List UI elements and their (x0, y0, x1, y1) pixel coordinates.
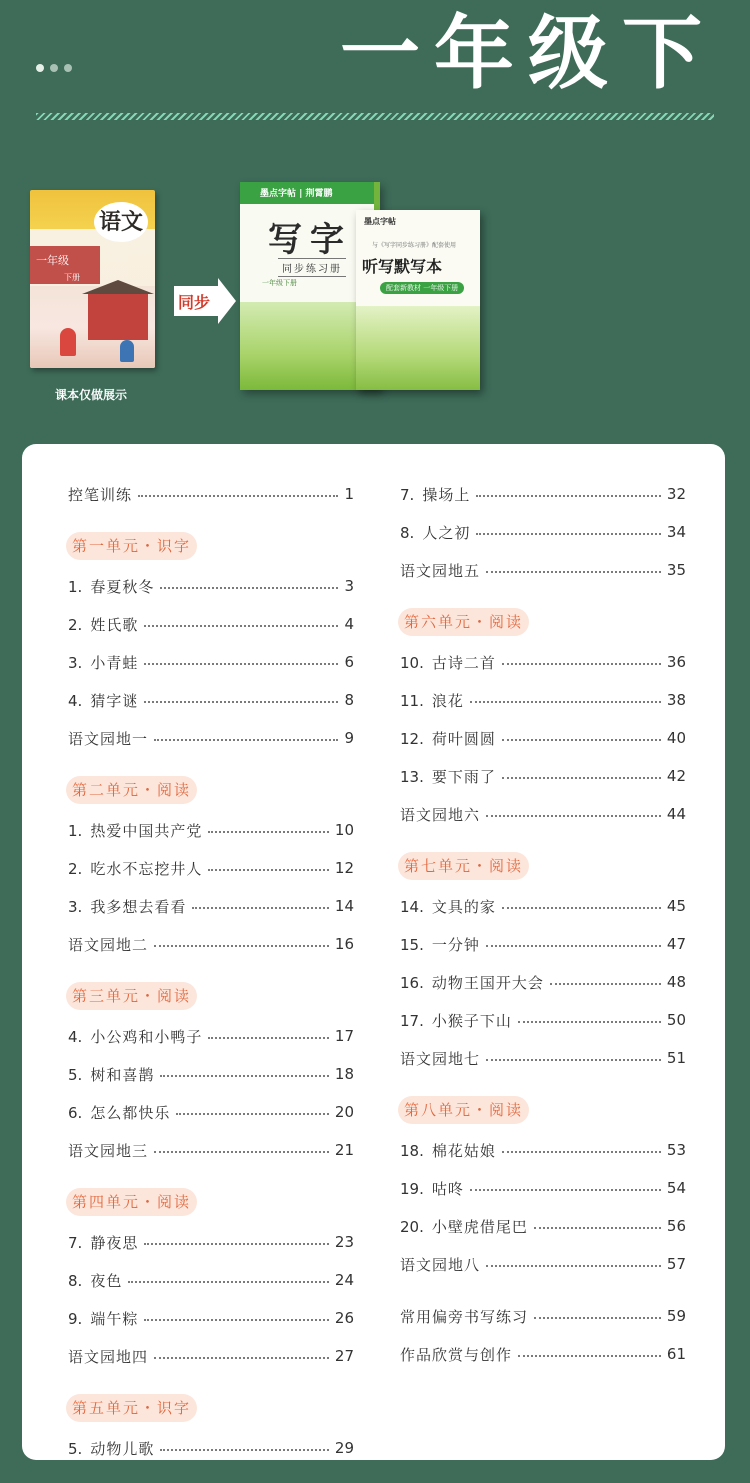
toc-entry-label: 热爱中国共产党 (90, 821, 203, 840)
toc-entry-title (68, 896, 186, 917)
dictation-title: 听写默写本 (362, 257, 443, 276)
toc-entry-label: 动物王国开大会 (431, 973, 544, 992)
toc-entry-label: 我多想去看看 (90, 897, 187, 916)
textbook-cover (30, 190, 155, 368)
page-number: 14 (334, 897, 354, 915)
toc-entry-title (400, 1344, 512, 1365)
page-number: 51 (666, 1049, 686, 1067)
toc-entry[interactable] (68, 1100, 354, 1124)
unit-heading: 第一单元・识字 (66, 532, 197, 560)
dot-active[interactable] (36, 64, 44, 72)
page-number: 1 (344, 485, 354, 503)
toc-entry[interactable] (400, 764, 686, 788)
toc-entry-title (400, 1140, 496, 1161)
toc-entry-label: 控笔训练 (68, 485, 133, 504)
dot-leader (502, 1151, 661, 1153)
toc-entry[interactable] (400, 1046, 686, 1070)
dot-leader (208, 1037, 329, 1039)
toc-entry-label: 常用偏旁书写练习 (400, 1307, 529, 1326)
toc-entry-label: 小壁虎借尾巴 (431, 1217, 528, 1236)
toc-entry-title (68, 652, 138, 673)
toc-entry-title (400, 766, 496, 787)
toc-entry-title (68, 1438, 154, 1459)
toc-entry[interactable] (68, 1230, 354, 1254)
workbook-subtitle: 同步练习册 (278, 258, 346, 277)
toc-entry[interactable] (400, 932, 686, 956)
toc-entry-number: 2. (68, 859, 83, 878)
toc-entry[interactable] (400, 558, 686, 582)
toc-entry-title (400, 1216, 528, 1237)
unit-heading: 第八单元・阅读 (398, 1096, 529, 1124)
toc-entry-title (68, 934, 148, 955)
toc-entry-title (400, 1254, 480, 1275)
toc-entry[interactable] (400, 650, 686, 674)
page-number: 3 (344, 577, 354, 595)
page-number: 16 (334, 935, 354, 953)
toc-entry-title (68, 1102, 170, 1123)
dot-leader (144, 1319, 329, 1321)
toc-entry-number: 16. (400, 973, 424, 992)
toc-entry[interactable] (68, 894, 354, 918)
toc-entry[interactable] (400, 894, 686, 918)
toc-entry[interactable] (68, 482, 354, 506)
dot-leader (208, 831, 329, 833)
toc-entry[interactable] (68, 932, 354, 956)
toc-entry-label: 咕咚 (431, 1179, 464, 1198)
toc-entry[interactable] (68, 1344, 354, 1368)
toc-entry-number: 5. (68, 1439, 83, 1458)
page-number: 26 (334, 1309, 354, 1327)
toc-entry-label: 猜字谜 (90, 691, 139, 710)
page-number: 42 (666, 767, 686, 785)
sync-arrow (174, 278, 236, 324)
display-note: 课本仅做展示 (55, 388, 128, 402)
page-title: 一年级下 (340, 7, 716, 100)
textbook-volume: 下册 (64, 273, 80, 282)
toc-entry[interactable] (400, 482, 686, 506)
workbook-title: 写字 (268, 220, 352, 260)
toc-entry-label: 棉花姑娘 (431, 1141, 496, 1160)
dot-leader (502, 907, 661, 909)
textbook-grade: 一年级 (36, 254, 69, 267)
toc-entry-label: 人之初 (422, 523, 471, 542)
toc-entry-number: 15. (400, 935, 424, 954)
toc-entry-title (68, 1140, 148, 1161)
toc-entry-label: 古诗二首 (431, 653, 496, 672)
toc-entry-number: 14. (400, 897, 424, 916)
toc-entry-title (68, 820, 202, 841)
dot-leader (476, 533, 661, 535)
toc-entry-label: 树和喜鹊 (90, 1065, 155, 1084)
child-illustration (60, 328, 76, 356)
unit-heading: 第四单元・阅读 (66, 1188, 197, 1216)
unit-heading: 第三单元・阅读 (66, 982, 197, 1010)
dot-leader (176, 1113, 329, 1115)
toc-entry-title (400, 560, 480, 581)
dot-leader (470, 1189, 661, 1191)
dot-leader (154, 739, 338, 741)
toc-entry-title (400, 522, 470, 543)
toc-entry-label: 怎么都快乐 (90, 1103, 171, 1122)
toc-entry-label: 姓氏歌 (90, 615, 139, 634)
toc-entry-label: 春夏秋冬 (90, 577, 155, 596)
dictation-note: 与《写字同步练习册》配套使用 (372, 242, 457, 249)
toc-entry-number: 7. (400, 485, 415, 504)
toc-entry-label: 荷叶圆圆 (431, 729, 496, 748)
toc-entry-label: 浪花 (431, 691, 464, 710)
toc-entry[interactable] (400, 688, 686, 712)
page-number: 48 (666, 973, 686, 991)
toc-entry-label: 语文园地五 (400, 561, 481, 580)
toc-entry-number: 18. (400, 1141, 424, 1160)
toc-entry[interactable] (400, 970, 686, 994)
toc-entry-title (68, 1232, 138, 1253)
dot-leader (208, 869, 329, 871)
toc-entry-number: 4. (68, 1027, 83, 1046)
dot-leader (502, 663, 661, 665)
dot-leader (486, 571, 661, 573)
dot-leader (518, 1355, 661, 1357)
toc-entry-title (68, 1346, 148, 1367)
toc-entry-title (68, 614, 138, 635)
dot-leader (518, 1021, 661, 1023)
toc-entry[interactable] (68, 1024, 354, 1048)
toc-entry-label: 小青蛙 (90, 653, 139, 672)
page-number: 32 (666, 485, 686, 503)
page-number: 47 (666, 935, 686, 953)
dot-leader (144, 1243, 329, 1245)
toc-entry[interactable] (400, 1252, 686, 1276)
dot-leader (470, 701, 661, 703)
dot-leader (144, 625, 338, 627)
toc-entry-number: 6. (68, 1103, 83, 1122)
dot-leader (486, 1265, 661, 1267)
page-number: 24 (334, 1271, 354, 1289)
toc-entry[interactable] (400, 1008, 686, 1032)
dot-leader (534, 1227, 661, 1229)
dot-leader (486, 1059, 661, 1061)
toc-entry-title (68, 1270, 122, 1291)
toc-entry-number: 8. (400, 523, 415, 542)
page-number: 12 (334, 859, 354, 877)
contents-card (22, 444, 725, 1460)
toc-entry-number: 10. (400, 653, 424, 672)
toc-entry-title (68, 1308, 138, 1329)
page-number: 6 (344, 653, 354, 671)
toc-entry-number: 4. (68, 691, 83, 710)
toc-entry-label: 语文园地四 (68, 1347, 149, 1366)
toc-entry-title (68, 1026, 202, 1047)
toc-entry[interactable] (68, 856, 354, 880)
unit-heading: 第六单元・阅读 (398, 608, 529, 636)
page-number: 59 (666, 1307, 686, 1325)
toc-entry-title (68, 728, 148, 749)
page-number: 21 (334, 1141, 354, 1159)
page-number: 38 (666, 691, 686, 709)
toc-entry[interactable] (68, 688, 354, 712)
textbook-title: 语文 (94, 202, 148, 242)
page-number: 45 (666, 897, 686, 915)
dot[interactable] (64, 64, 72, 72)
toc-entry-label: 小猴子下山 (431, 1011, 512, 1030)
page-number: 4 (344, 615, 354, 633)
toc-entry-label: 语文园地三 (68, 1141, 149, 1160)
toc-entry-title (400, 690, 464, 711)
dot-leader (502, 739, 661, 741)
toc-entry-title (400, 1306, 528, 1327)
dictation-illustration (356, 306, 480, 390)
toc-entry-number: 9. (68, 1309, 83, 1328)
toc-entry[interactable] (68, 1138, 354, 1162)
toc-entry-label: 操场上 (422, 485, 471, 504)
dot-leader (192, 907, 329, 909)
toc-entry-label: 动物儿歌 (90, 1439, 155, 1458)
dot-leader (154, 1357, 329, 1359)
toc-entry-label: 语文园地七 (400, 1049, 481, 1068)
toc-entry-number: 19. (400, 1179, 424, 1198)
page-number: 53 (666, 1141, 686, 1159)
page-number: 29 (334, 1439, 354, 1457)
page-number: 20 (334, 1103, 354, 1121)
toc-entry[interactable] (68, 1268, 354, 1292)
page-number: 61 (666, 1345, 686, 1363)
toc-entry[interactable] (400, 520, 686, 544)
toc-entry-label: 静夜思 (90, 1233, 139, 1252)
page-number: 9 (344, 729, 354, 747)
toc-entry-label: 语文园地八 (400, 1255, 481, 1274)
toc-entry[interactable] (400, 726, 686, 750)
toc-entry-title (68, 858, 202, 879)
workbook-brand: 墨点字帖 | 荆霄鹏 (260, 189, 333, 199)
dot-leader (534, 1317, 661, 1319)
child-illustration (120, 340, 134, 362)
toc-entry[interactable] (68, 612, 354, 636)
toc-entry[interactable] (68, 574, 354, 598)
dot-leader (160, 1449, 329, 1451)
toc-entry-label: 作品欣赏与创作 (400, 1345, 513, 1364)
toc-entry-label: 语文园地二 (68, 935, 149, 954)
dictation-book-cover (356, 210, 480, 390)
toc-entry-label: 夜色 (90, 1271, 123, 1290)
dot-leader (160, 587, 338, 589)
sync-label: 同步 (178, 293, 211, 312)
page-number: 40 (666, 729, 686, 747)
dot-leader (144, 663, 338, 665)
dot-leader (128, 1281, 329, 1283)
toc-entry[interactable] (400, 1138, 686, 1162)
toc-entry[interactable] (68, 1436, 354, 1460)
page-number: 56 (666, 1217, 686, 1235)
page-number: 8 (344, 691, 354, 709)
house-illustration (88, 294, 148, 340)
page-number: 57 (666, 1255, 686, 1273)
toc-entry-label: 文具的家 (431, 897, 496, 916)
toc-entry-title (400, 804, 480, 825)
toc-entry-number: 13. (400, 767, 424, 786)
dot-leader (550, 983, 661, 985)
page-number: 54 (666, 1179, 686, 1197)
toc-entry-number: 2. (68, 615, 83, 634)
toc-entry-number: 12. (400, 729, 424, 748)
dot-leader (154, 945, 329, 947)
toc-entry[interactable] (68, 726, 354, 750)
toc-entry-number: 7. (68, 1233, 83, 1252)
dot-leader (476, 495, 661, 497)
page-number: 50 (666, 1011, 686, 1029)
dictation-brand: 墨点字帖 (364, 217, 396, 226)
toc-entry-title (400, 1178, 464, 1199)
toc-entry[interactable] (68, 818, 354, 842)
toc-entry[interactable] (400, 1214, 686, 1238)
toc-entry-title (400, 728, 496, 749)
workbook-meta: 一年级下册 (262, 279, 297, 287)
dot-leader (154, 1151, 329, 1153)
toc-entry-number: 17. (400, 1011, 424, 1030)
page-number: 18 (334, 1065, 354, 1083)
unit-heading: 第七单元・阅读 (398, 852, 529, 880)
page-number: 35 (666, 561, 686, 579)
unit-heading: 第五单元・识字 (66, 1394, 197, 1422)
toc-entry-label: 要下雨了 (431, 767, 496, 786)
toc-entry-number: 3. (68, 653, 83, 672)
dot[interactable] (50, 64, 58, 72)
dot-leader (144, 701, 338, 703)
page-number: 34 (666, 523, 686, 541)
toc-entry-label: 一分钟 (431, 935, 480, 954)
toc-entry-label: 语文园地六 (400, 805, 481, 824)
toc-entry[interactable] (400, 1304, 686, 1328)
toc-entry-label: 吃水不忘挖井人 (90, 859, 203, 878)
toc-entry-title (68, 576, 154, 597)
toc-entry-number: 5. (68, 1065, 83, 1084)
toc-entry-title (400, 972, 544, 993)
dictation-tag: 配套新教材 一年级下册 (380, 282, 464, 294)
page-number: 36 (666, 653, 686, 671)
dot-leader (486, 815, 661, 817)
dot-leader (486, 945, 661, 947)
toc-entry-number: 3. (68, 897, 83, 916)
page-number: 44 (666, 805, 686, 823)
toc-entry-number: 1. (68, 577, 83, 596)
toc-entry[interactable] (400, 802, 686, 826)
page-number: 17 (334, 1027, 354, 1045)
toc-entry-label: 小公鸡和小鸭子 (90, 1027, 203, 1046)
toc-entry-title (400, 934, 480, 955)
toc-entry-title (400, 652, 496, 673)
unit-heading: 第二单元・阅读 (66, 776, 197, 804)
page-number: 23 (334, 1233, 354, 1251)
toc-entry-number: 11. (400, 691, 424, 710)
toc-entry-title (68, 690, 138, 711)
toc-entry[interactable] (400, 1176, 686, 1200)
toc-entry[interactable] (68, 650, 354, 674)
dot-leader (160, 1075, 329, 1077)
toc-entry[interactable] (68, 1306, 354, 1330)
carousel-dots[interactable] (36, 64, 72, 72)
toc-entry-title (400, 896, 496, 917)
toc-entry-title (400, 1010, 512, 1031)
toc-entry-title (400, 1048, 480, 1069)
toc-entry-number: 20. (400, 1217, 424, 1236)
toc-entry[interactable] (68, 1062, 354, 1086)
toc-entry-title (68, 484, 132, 505)
decorative-stripe (36, 113, 714, 120)
page-number: 10 (334, 821, 354, 839)
toc-entry-label: 语文园地一 (68, 729, 149, 748)
toc-entry-label: 端午粽 (90, 1309, 139, 1328)
toc-entry-title (400, 484, 470, 505)
dot-leader (138, 495, 338, 497)
toc-entry-number: 8. (68, 1271, 83, 1290)
toc-entry-title (68, 1064, 154, 1085)
toc-entry[interactable] (400, 1342, 686, 1366)
dot-leader (502, 777, 661, 779)
page-number: 27 (334, 1347, 354, 1365)
toc-entry-number: 1. (68, 821, 83, 840)
